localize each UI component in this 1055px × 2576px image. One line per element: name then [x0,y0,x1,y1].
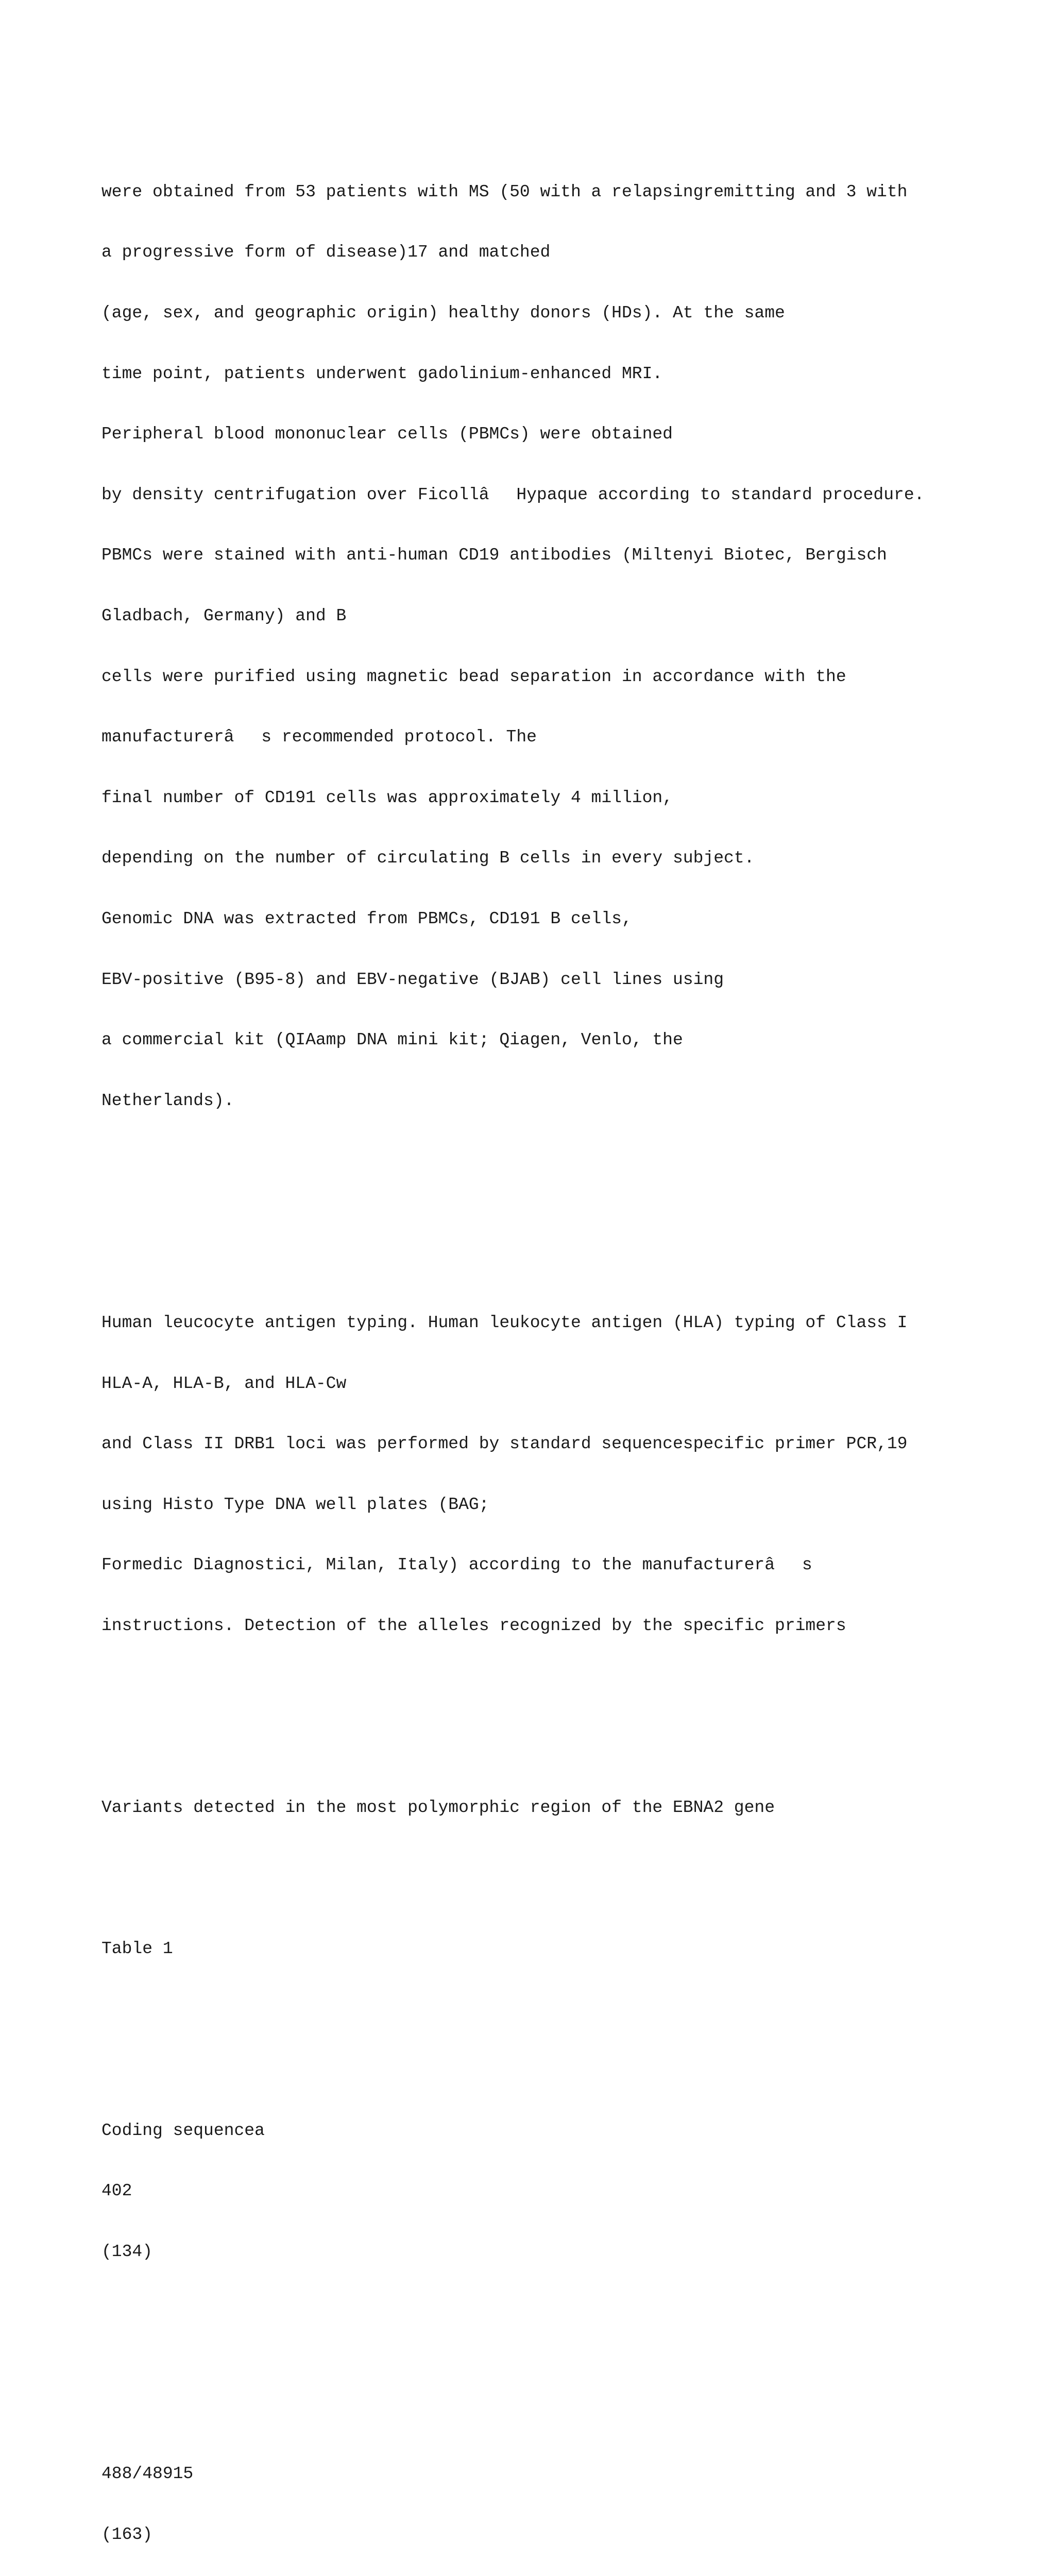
blank-line [101,2403,1029,2424]
text-line: time point, patients underwent gadolinium-enhanced MRI. [101,364,663,383]
text-line: final number of CD191 cells was approximately 4 million, [101,788,673,807]
table-entry-position: 488/48915 [101,2464,194,2484]
table-header-cell: Coding sequencea [101,2121,265,2140]
text-line: Gladbach, Germany) and B [101,606,347,625]
text-line: cells were purified using magnetic bead separation in accordance with the [101,667,846,686]
document-page [101,101,1029,2576]
table-entries [101,2363,1029,2576]
text-line: Netherlands). [101,1091,234,1110]
table-header-cell: 402 [101,2181,132,2201]
blank-line [101,1717,1029,1737]
text-line: Human leucocyte antigen typing. Human leukocyte antigen (HLA) typing of Class I [101,1313,908,1332]
blank-line [101,1999,1029,2020]
text-line: Formedic Diagnostici, Milan, Italy) according to the manufacturerâs [101,1555,812,1575]
blank-line [101,1858,1029,1878]
text-line: (age, sex, and geographic origin) healthy donors (HDs). At the same [101,303,785,323]
text-line: using Histo Type DNA well plates (BAG; [101,1495,489,1514]
text-line: depending on the number of circulating B cells in every subject. [101,849,755,868]
blank-line [101,1192,1029,1212]
text-line: by density centrifugation over FicollâHypaque according to standard procedure. [101,485,925,504]
text-line: manufacturerâs recommended protocol. The [101,727,537,747]
text-line: a progressive form of disease)17 and matched [101,243,551,262]
table-caption: Variants detected in the most polymorphic region of the EBNA2 gene [101,1798,775,1817]
text-line: instructions. Detection of the alleles recognized by the specific primers [101,1616,846,1635]
table-header-cell: (134) [101,2242,153,2262]
paragraph-sample-collection [101,141,1029,1151]
text-line: and Class II DRB1 loci was performed by standard sequencespecific primer PCR,19 [101,1434,908,1454]
text-line: HLA-A, HLA-B, and HLA-Cw [101,1374,347,1393]
text-line: were obtained from 53 patients with MS (50 with a relapsingremitting and 3 with [101,182,908,201]
text-line: PBMCs were stained with anti-human CD19 antibodies (Miltenyi Biotec, Bergisch [101,546,887,565]
table-entry-codon: (163) [101,2524,153,2544]
text-line: a commercial kit (QIAamp DNA mini kit; Qiagen, Venlo, the [101,1030,683,1050]
text-line: Peripheral blood mononuclear cells (PBMCs) were obtained [101,425,673,444]
paragraph-hla-typing [101,1273,1029,1676]
text-line: EBV-positive (B95-8) and EBV-negative (BJAB) cell lines using [101,970,724,989]
table-label: Table 1 [101,1939,173,1959]
text-line: Genomic DNA was extracted from PBMCs, CD191 B cells, [101,909,632,928]
table-header [101,2080,1029,2302]
